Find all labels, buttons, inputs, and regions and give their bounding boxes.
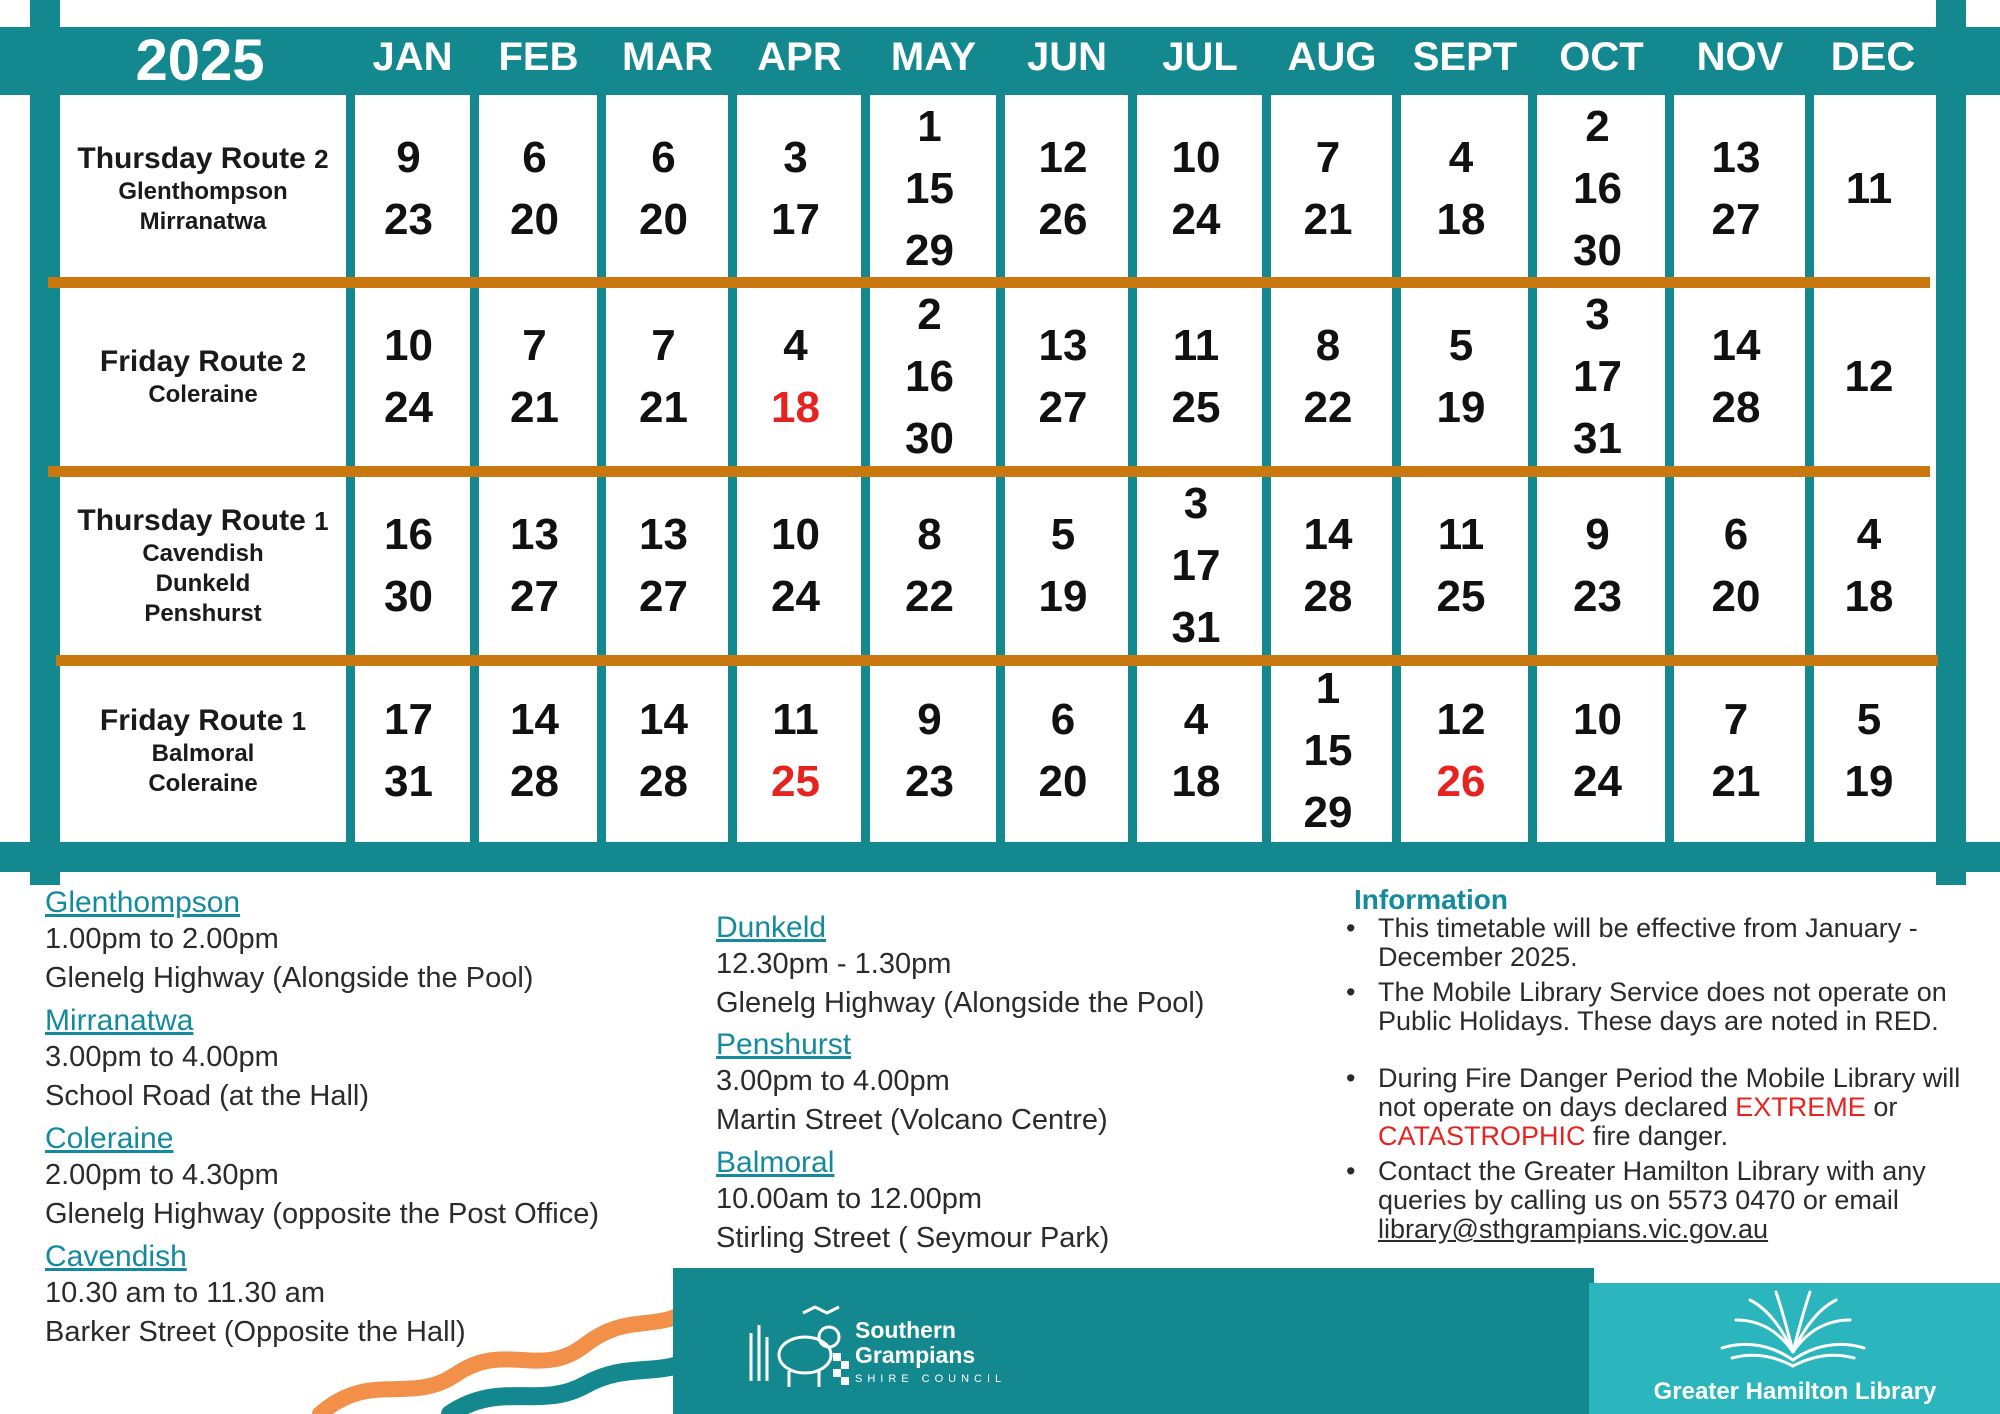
month-header-aug: AUG [1287,35,1377,79]
visit-date: 27 [639,571,688,621]
info-item-fire-danger [1346,1063,1986,1151]
info-or-email: or email [1802,1185,1899,1215]
month-header-sept: SEPT [1412,35,1518,79]
month-header-may: MAY [890,35,977,79]
info-fire-prefix: During Fire Danger Period the Mobile Library will not operate on days declared [1378,1063,1961,1122]
location-time: 3.00pm to 4.00pm [45,1041,279,1073]
date-cell [1810,95,1928,282]
date-cell [1397,471,1525,660]
visit-date: 9 [917,695,942,744]
visit-date: 13 [1711,132,1761,182]
information-list [1346,913,1986,1250]
location-place: Martin Street (Volcano Centre) [716,1104,1108,1136]
date-cell [602,660,725,842]
date-cell [1001,282,1125,471]
location-name[interactable]: Cavendish [45,1240,187,1273]
bullet-icon: • [1346,977,1356,1007]
route-number: 2 [291,346,307,377]
visit-date: 20 [639,194,688,244]
visit-date: 28 [1303,571,1353,621]
location-place: Barker Street (Opposite the Hall) [45,1316,466,1348]
visit-date: 30 [384,571,433,621]
date-cell [1133,95,1259,282]
month-header-nov: NOV [1696,35,1784,79]
visit-date: 10 [771,509,820,559]
date-cell [350,282,467,471]
date-cell [1267,660,1389,842]
date-cell [1670,660,1802,842]
bullet-icon: • [1346,913,1356,943]
visit-date: 2 [1585,101,1610,151]
date-cell [350,95,467,282]
visit-date: 12 [1038,132,1088,182]
route-name: Thursday Route 2 [77,141,329,175]
visit-date: 31 [1171,602,1221,652]
date-cell [1397,660,1525,842]
info-item-holidays [1346,977,1986,1036]
frame-right-post [1936,0,1966,885]
location-place: Stirling Street ( Seymour Park) [716,1222,1110,1254]
date-cell [1810,660,1928,842]
date-cell [866,660,993,842]
visit-date: 4 [1183,695,1209,744]
visit-date: 14 [1303,509,1353,559]
visit-date: 21 [1303,194,1353,244]
visit-date: 10 [384,320,433,370]
info-fire-or: or [1873,1092,1898,1122]
frame-bottom-bar [0,842,2000,872]
date-cell [733,660,858,842]
info-phone: 5573 0470 [1667,1185,1796,1215]
location-name[interactable]: Penshurst [716,1028,852,1061]
date-cell [733,471,858,660]
date-cell [1533,95,1662,282]
date-cell [866,95,993,282]
location-place: Glenelg Highway (Alongside the Pool) [45,962,534,994]
visit-date: 20 [1711,571,1761,621]
route-name: Friday Route 2 [99,344,307,378]
info-fire-extreme: EXTREME [1735,1092,1866,1122]
month-header-jun: JUN [1026,35,1108,79]
route-name: Friday Route 1 [99,704,307,737]
visit-date: 16 [905,351,954,401]
date-cell [475,95,594,282]
visit-date: 13 [510,509,559,559]
location-name[interactable]: Dunkeld [716,911,827,944]
date-cell [475,282,594,471]
visit-date: 7 [651,320,676,370]
visit-date: 18 [1844,571,1894,621]
holiday-date: 18 [771,382,820,432]
date-cell [1267,471,1389,660]
visit-date: 4 [783,320,808,370]
route-town: Glenthompson [118,177,288,205]
council-logo-icon [743,1303,849,1391]
visit-date: 16 [1573,163,1622,213]
council-name-line2: Grampians [855,1342,976,1368]
open-book-icon [1718,1290,1868,1370]
visit-date: 21 [1711,757,1761,806]
date-cell [1670,282,1802,471]
location-time: 3.00pm to 4.00pm [716,1065,950,1097]
date-cell [733,95,858,282]
month-header-jul: JUL [1162,35,1238,79]
route-number: 1 [291,706,307,736]
visit-date: 10 [1171,132,1221,182]
visit-date: 27 [510,571,559,621]
visit-date: 3 [783,132,808,182]
visit-date: 24 [771,571,820,621]
visit-date: 20 [1038,757,1088,806]
info-fire-suffix: fire danger. [1593,1121,1729,1151]
visit-date: 28 [639,757,688,806]
council-name-line1: Southern [855,1317,956,1343]
council-name [855,1318,975,1368]
date-cell [1810,471,1928,660]
date-cell [733,282,858,471]
location-name[interactable]: Mirranatwa [45,1004,194,1037]
date-cell [1397,282,1525,471]
visit-date: 14 [510,695,559,744]
date-cell [1133,660,1259,842]
date-cell [602,282,725,471]
date-cell [350,471,467,660]
visit-date: 19 [1844,757,1894,806]
location-coleraine [45,1122,599,1234]
visit-date: 29 [1303,788,1353,837]
visit-date: 24 [384,382,433,432]
location-time: 10.00am to 12.00pm [716,1183,983,1215]
visit-date: 5 [1856,695,1882,744]
route-label [60,141,346,237]
route-town: Mirranatwa [139,207,267,235]
visit-date: 24 [1171,194,1221,244]
info-item-contact [1346,1156,1986,1244]
route-town: Penshurst [144,599,262,627]
month-header-dec: DEC [1830,35,1916,79]
visit-date: 30 [1573,225,1622,275]
visit-date: 2 [917,289,942,339]
month-header-feb: FEB [498,35,579,79]
date-cell [1670,471,1802,660]
visit-date: 11 [1437,509,1485,559]
visit-date: 26 [1038,194,1088,244]
visit-date: 7 [1723,695,1749,744]
date-cell [1267,282,1389,471]
route-label [60,503,346,629]
visit-date: 15 [905,163,954,213]
visit-date: 11 [772,695,819,744]
visit-date: 17 [1171,540,1221,590]
visit-date: 1 [1315,664,1341,713]
visit-date: 28 [510,757,559,806]
visit-date: 6 [1050,695,1076,744]
date-cell [866,471,993,660]
visit-date: 20 [510,194,559,244]
route-town: Cavendish [142,539,264,567]
info-email-link[interactable]: library@sthgrampians.vic.gov.au [1378,1214,1769,1244]
month-header-jan: JAN [372,35,453,79]
visit-date: 27 [1711,194,1761,244]
visit-date: 8 [917,509,942,559]
visit-date: 25 [1171,382,1221,432]
month-header-oct: OCT [1559,35,1644,79]
visit-date: 12 [1436,695,1486,744]
visit-date: 7 [1315,132,1341,182]
visit-date: 14 [1711,320,1761,370]
route-town: Coleraine [148,380,258,408]
visit-date: 23 [384,194,433,244]
location-dunkeld [716,911,1204,1023]
frame-left-post [30,0,60,885]
visit-date: 1 [917,101,942,151]
route-town: Balmoral [151,740,255,767]
visit-date: 4 [1448,132,1474,182]
info-contact-text: Contact the Greater Hamilton Library with any queries by calling us on [1378,1156,1926,1215]
route-label [60,344,346,410]
route-name: Thursday Route 1 [77,503,329,537]
visit-date: 11 [1172,320,1220,370]
location-place: Glenelg Highway (Alongside the Pool) [716,987,1205,1019]
visit-date: 19 [1436,382,1486,432]
visit-date: 5 [1050,509,1076,559]
date-cell [1397,95,1525,282]
date-cell [1533,471,1662,660]
visit-date: 18 [1171,757,1221,806]
visit-date: 14 [639,695,688,744]
date-cell [1533,660,1662,842]
info-item-effective [1346,913,1986,972]
month-header-apr: APR [757,35,842,79]
visit-date: 25 [1436,571,1486,621]
visit-date: 31 [1573,413,1622,463]
visit-date: 17 [384,695,433,744]
visit-date: 29 [905,225,954,275]
visit-date: 28 [1711,382,1761,432]
visit-date: 6 [651,132,676,182]
location-name[interactable]: Balmoral [716,1146,835,1179]
visit-date: 7 [522,320,547,370]
visit-date: 15 [1303,726,1353,775]
council-subtitle: SHIRE COUNCIL [855,1373,1007,1385]
visit-date: 3 [1183,478,1209,528]
month-header-mar: MAR [621,35,714,79]
route-label [60,703,346,799]
date-cell [602,95,725,282]
location-glenthompson [45,886,533,998]
visit-date: 9 [1585,509,1610,559]
info-fire-catastrophic: CATASTROPHIC [1378,1121,1586,1151]
date-cell [475,471,594,660]
visit-date: 6 [1723,509,1749,559]
location-time: 1.00pm to 2.00pm [45,923,279,955]
visit-date: 5 [1448,320,1474,370]
library-name: Greater Hamilton Library [1653,1378,1937,1405]
visit-date: 9 [396,132,421,182]
visit-date: 23 [1573,571,1622,621]
route-number: 2 [314,143,329,174]
date-cell [475,660,594,842]
visit-date: 8 [1315,320,1341,370]
info-holidays-text: The Mobile Library Service does not operate on Public Holidays. These days are noted in RED. [1378,977,1947,1036]
location-name[interactable]: Coleraine [45,1122,174,1155]
location-place: School Road (at the Hall) [45,1080,369,1112]
visit-date: 17 [771,194,820,244]
wave-decoration [300,1275,720,1414]
date-cell [1133,282,1259,471]
date-cell [1267,95,1389,282]
date-cell [1133,471,1259,660]
date-cell [350,660,467,842]
date-cell [1533,282,1662,471]
visit-date: 24 [1573,757,1622,806]
date-cell [866,282,993,471]
route-number: 1 [314,505,329,536]
location-penshurst [716,1028,1108,1140]
location-place: Glenelg Highway (opposite the Post Office) [45,1198,599,1230]
visit-date: 21 [639,382,688,432]
year-heading: 2025 [135,28,265,93]
location-name[interactable]: Glenthompson [45,886,241,919]
visit-date: 13 [1038,320,1088,370]
information-title: Information [1354,884,1508,915]
info-effective-text: This timetable will be effective from January - December 2025. [1378,913,1918,972]
date-cell [1810,282,1928,471]
visit-date: 27 [1038,382,1088,432]
visit-date: 19 [1038,571,1088,621]
route-town: Coleraine [148,770,258,797]
location-time: 12.30pm - 1.30pm [716,948,952,980]
visit-date: 21 [510,382,559,432]
location-time: 2.00pm to 4.30pm [45,1159,279,1191]
visit-date: 3 [1585,289,1610,339]
bullet-icon: • [1346,1156,1356,1186]
visit-date: 18 [1436,194,1486,244]
date-cell [1001,660,1125,842]
holiday-date: 26 [1436,757,1486,806]
visit-date: 13 [639,509,688,559]
visit-date: 30 [905,413,954,463]
route-town: Dunkeld [155,569,251,597]
location-balmoral [716,1146,1109,1258]
date-cell [1001,95,1125,282]
location-time: 10.30 am to 11.30 am [45,1277,325,1309]
visit-date: 22 [905,571,954,621]
location-mirranatwa [45,1004,369,1116]
bullet-icon: • [1346,1063,1356,1093]
date-cell [602,471,725,660]
holiday-date: 25 [771,757,820,806]
visit-date: 22 [1303,382,1353,432]
visit-date: 23 [905,757,954,806]
date-cell [1670,95,1802,282]
visit-date: 6 [522,132,547,182]
visit-date: 17 [1573,351,1622,401]
visit-date: 4 [1856,509,1882,559]
visit-date: 31 [384,757,433,806]
visit-date: 12 [1844,351,1894,401]
visit-date: 10 [1573,695,1622,744]
visit-date: 16 [384,509,433,559]
visit-date: 11 [1845,163,1893,213]
date-cell [1001,471,1125,660]
